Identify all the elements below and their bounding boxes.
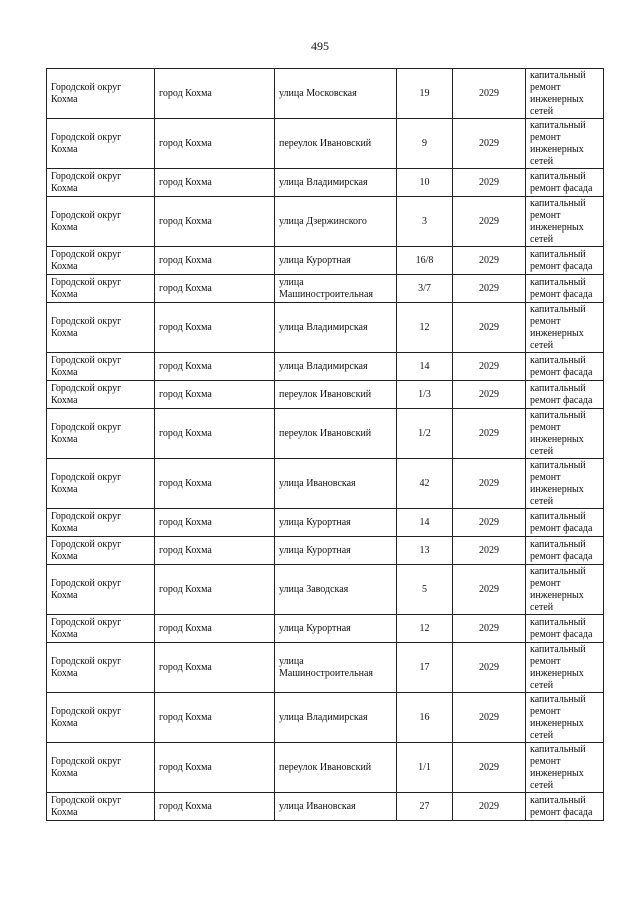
table-row <box>47 275 604 303</box>
cell-street: улица Курортная <box>275 247 397 275</box>
cell-city: город Кохма <box>155 303 275 353</box>
cell-city: город Кохма <box>155 509 275 537</box>
cell-district: Городской округ Кохма <box>47 509 155 537</box>
table-row <box>47 197 604 247</box>
cell-street: улица Курортная <box>275 537 397 565</box>
table-row <box>47 169 604 197</box>
cell-city: город Кохма <box>155 69 275 119</box>
cell-city: город Кохма <box>155 743 275 793</box>
cell-year: 2029 <box>453 565 526 615</box>
cell-house: 16 <box>397 693 453 743</box>
table-row <box>47 565 604 615</box>
cell-house: 5 <box>397 565 453 615</box>
cell-city: город Кохма <box>155 537 275 565</box>
cell-district: Городской округ Кохма <box>47 119 155 169</box>
cell-street: улица Дзержинского <box>275 197 397 247</box>
cell-street: улица Владимирская <box>275 693 397 743</box>
cell-house: 12 <box>397 615 453 643</box>
cell-work: капитальный ремонт инженерных сетей <box>526 743 604 793</box>
cell-year: 2029 <box>453 743 526 793</box>
cell-district: Городской округ Кохма <box>47 743 155 793</box>
cell-district: Городской округ Кохма <box>47 409 155 459</box>
cell-work: капитальный ремонт фасада <box>526 793 604 821</box>
cell-house: 1/3 <box>397 381 453 409</box>
cell-street: улица Ивановская <box>275 793 397 821</box>
cell-street: переулок Ивановский <box>275 409 397 459</box>
cell-work: капитальный ремонт инженерных сетей <box>526 643 604 693</box>
cell-work: капитальный ремонт фасада <box>526 509 604 537</box>
cell-work: капитальный ремонт инженерных сетей <box>526 459 604 509</box>
cell-work: капитальный ремонт фасада <box>526 381 604 409</box>
cell-district: Городской округ Кохма <box>47 693 155 743</box>
cell-house: 14 <box>397 509 453 537</box>
cell-work: капитальный ремонт фасада <box>526 537 604 565</box>
cell-district: Городской округ Кохма <box>47 381 155 409</box>
cell-street: улица Заводская <box>275 565 397 615</box>
cell-house: 42 <box>397 459 453 509</box>
cell-house: 14 <box>397 353 453 381</box>
table-row <box>47 381 604 409</box>
cell-year: 2029 <box>453 793 526 821</box>
cell-street: улица Московская <box>275 69 397 119</box>
cell-house: 3 <box>397 197 453 247</box>
cell-district: Городской округ Кохма <box>47 247 155 275</box>
cell-city: город Кохма <box>155 169 275 197</box>
cell-city: город Кохма <box>155 459 275 509</box>
cell-city: город Кохма <box>155 247 275 275</box>
cell-city: город Кохма <box>155 693 275 743</box>
cell-street: переулок Ивановский <box>275 743 397 793</box>
cell-year: 2029 <box>453 69 526 119</box>
cell-district: Городской округ Кохма <box>47 197 155 247</box>
table-row <box>47 537 604 565</box>
cell-work: капитальный ремонт инженерных сетей <box>526 69 604 119</box>
cell-year: 2029 <box>453 693 526 743</box>
cell-house: 3/7 <box>397 275 453 303</box>
cell-year: 2029 <box>453 197 526 247</box>
cell-year: 2029 <box>453 409 526 459</box>
table-row <box>47 509 604 537</box>
table-row <box>47 615 604 643</box>
repair-schedule-table <box>46 68 604 821</box>
cell-house: 13 <box>397 537 453 565</box>
cell-work: капитальный ремонт инженерных сетей <box>526 565 604 615</box>
cell-district: Городской округ Кохма <box>47 169 155 197</box>
table-row <box>47 743 604 793</box>
cell-house: 1/1 <box>397 743 453 793</box>
cell-work: капитальный ремонт инженерных сетей <box>526 409 604 459</box>
cell-work: капитальный ремонт фасада <box>526 169 604 197</box>
cell-work: капитальный ремонт фасада <box>526 275 604 303</box>
table-row <box>47 643 604 693</box>
cell-street: переулок Ивановский <box>275 119 397 169</box>
cell-district: Городской округ Кохма <box>47 793 155 821</box>
cell-year: 2029 <box>453 275 526 303</box>
cell-city: город Кохма <box>155 353 275 381</box>
cell-work: капитальный ремонт фасада <box>526 353 604 381</box>
table-row <box>47 793 604 821</box>
cell-district: Городской округ Кохма <box>47 303 155 353</box>
cell-city: город Кохма <box>155 119 275 169</box>
cell-district: Городской округ Кохма <box>47 69 155 119</box>
cell-work: капитальный ремонт инженерных сетей <box>526 693 604 743</box>
cell-year: 2029 <box>453 509 526 537</box>
cell-work: капитальный ремонт фасада <box>526 247 604 275</box>
cell-city: город Кохма <box>155 197 275 247</box>
cell-house: 9 <box>397 119 453 169</box>
cell-district: Городской округ Кохма <box>47 275 155 303</box>
cell-year: 2029 <box>453 119 526 169</box>
table-row <box>47 693 604 743</box>
cell-house: 12 <box>397 303 453 353</box>
cell-street: улица Владимирская <box>275 303 397 353</box>
table-row <box>47 353 604 381</box>
cell-work: капитальный ремонт инженерных сетей <box>526 303 604 353</box>
cell-house: 16/8 <box>397 247 453 275</box>
cell-year: 2029 <box>453 247 526 275</box>
table-row <box>47 119 604 169</box>
cell-district: Городской округ Кохма <box>47 643 155 693</box>
cell-work: капитальный ремонт инженерных сетей <box>526 119 604 169</box>
cell-year: 2029 <box>453 303 526 353</box>
table-body <box>47 69 604 821</box>
cell-district: Городской округ Кохма <box>47 537 155 565</box>
cell-work: капитальный ремонт инженерных сетей <box>526 197 604 247</box>
cell-city: город Кохма <box>155 643 275 693</box>
cell-street: улица Ивановская <box>275 459 397 509</box>
cell-district: Городской округ Кохма <box>47 565 155 615</box>
cell-house: 17 <box>397 643 453 693</box>
cell-city: город Кохма <box>155 275 275 303</box>
cell-work: капитальный ремонт фасада <box>526 615 604 643</box>
cell-street: улица Машиностроительная <box>275 275 397 303</box>
table-row <box>47 459 604 509</box>
cell-city: город Кохма <box>155 615 275 643</box>
cell-year: 2029 <box>453 537 526 565</box>
page-number: 495 <box>311 39 329 53</box>
cell-street: улица Владимирская <box>275 169 397 197</box>
cell-year: 2029 <box>453 459 526 509</box>
cell-year: 2029 <box>453 615 526 643</box>
table-row <box>47 69 604 119</box>
cell-street: улица Курортная <box>275 509 397 537</box>
cell-city: город Кохма <box>155 409 275 459</box>
cell-city: город Кохма <box>155 381 275 409</box>
cell-city: город Кохма <box>155 793 275 821</box>
cell-district: Городской округ Кохма <box>47 459 155 509</box>
cell-year: 2029 <box>453 353 526 381</box>
cell-house: 19 <box>397 69 453 119</box>
table-row <box>47 409 604 459</box>
cell-street: переулок Ивановский <box>275 381 397 409</box>
cell-house: 1/2 <box>397 409 453 459</box>
cell-district: Городской округ Кохма <box>47 615 155 643</box>
cell-district: Городской округ Кохма <box>47 353 155 381</box>
cell-street: улица Машиностроительная <box>275 643 397 693</box>
cell-year: 2029 <box>453 381 526 409</box>
cell-house: 27 <box>397 793 453 821</box>
cell-house: 10 <box>397 169 453 197</box>
cell-city: город Кохма <box>155 565 275 615</box>
cell-street: улица Владимирская <box>275 353 397 381</box>
cell-street: улица Курортная <box>275 615 397 643</box>
table-row <box>47 303 604 353</box>
cell-year: 2029 <box>453 169 526 197</box>
cell-year: 2029 <box>453 643 526 693</box>
table-row <box>47 247 604 275</box>
